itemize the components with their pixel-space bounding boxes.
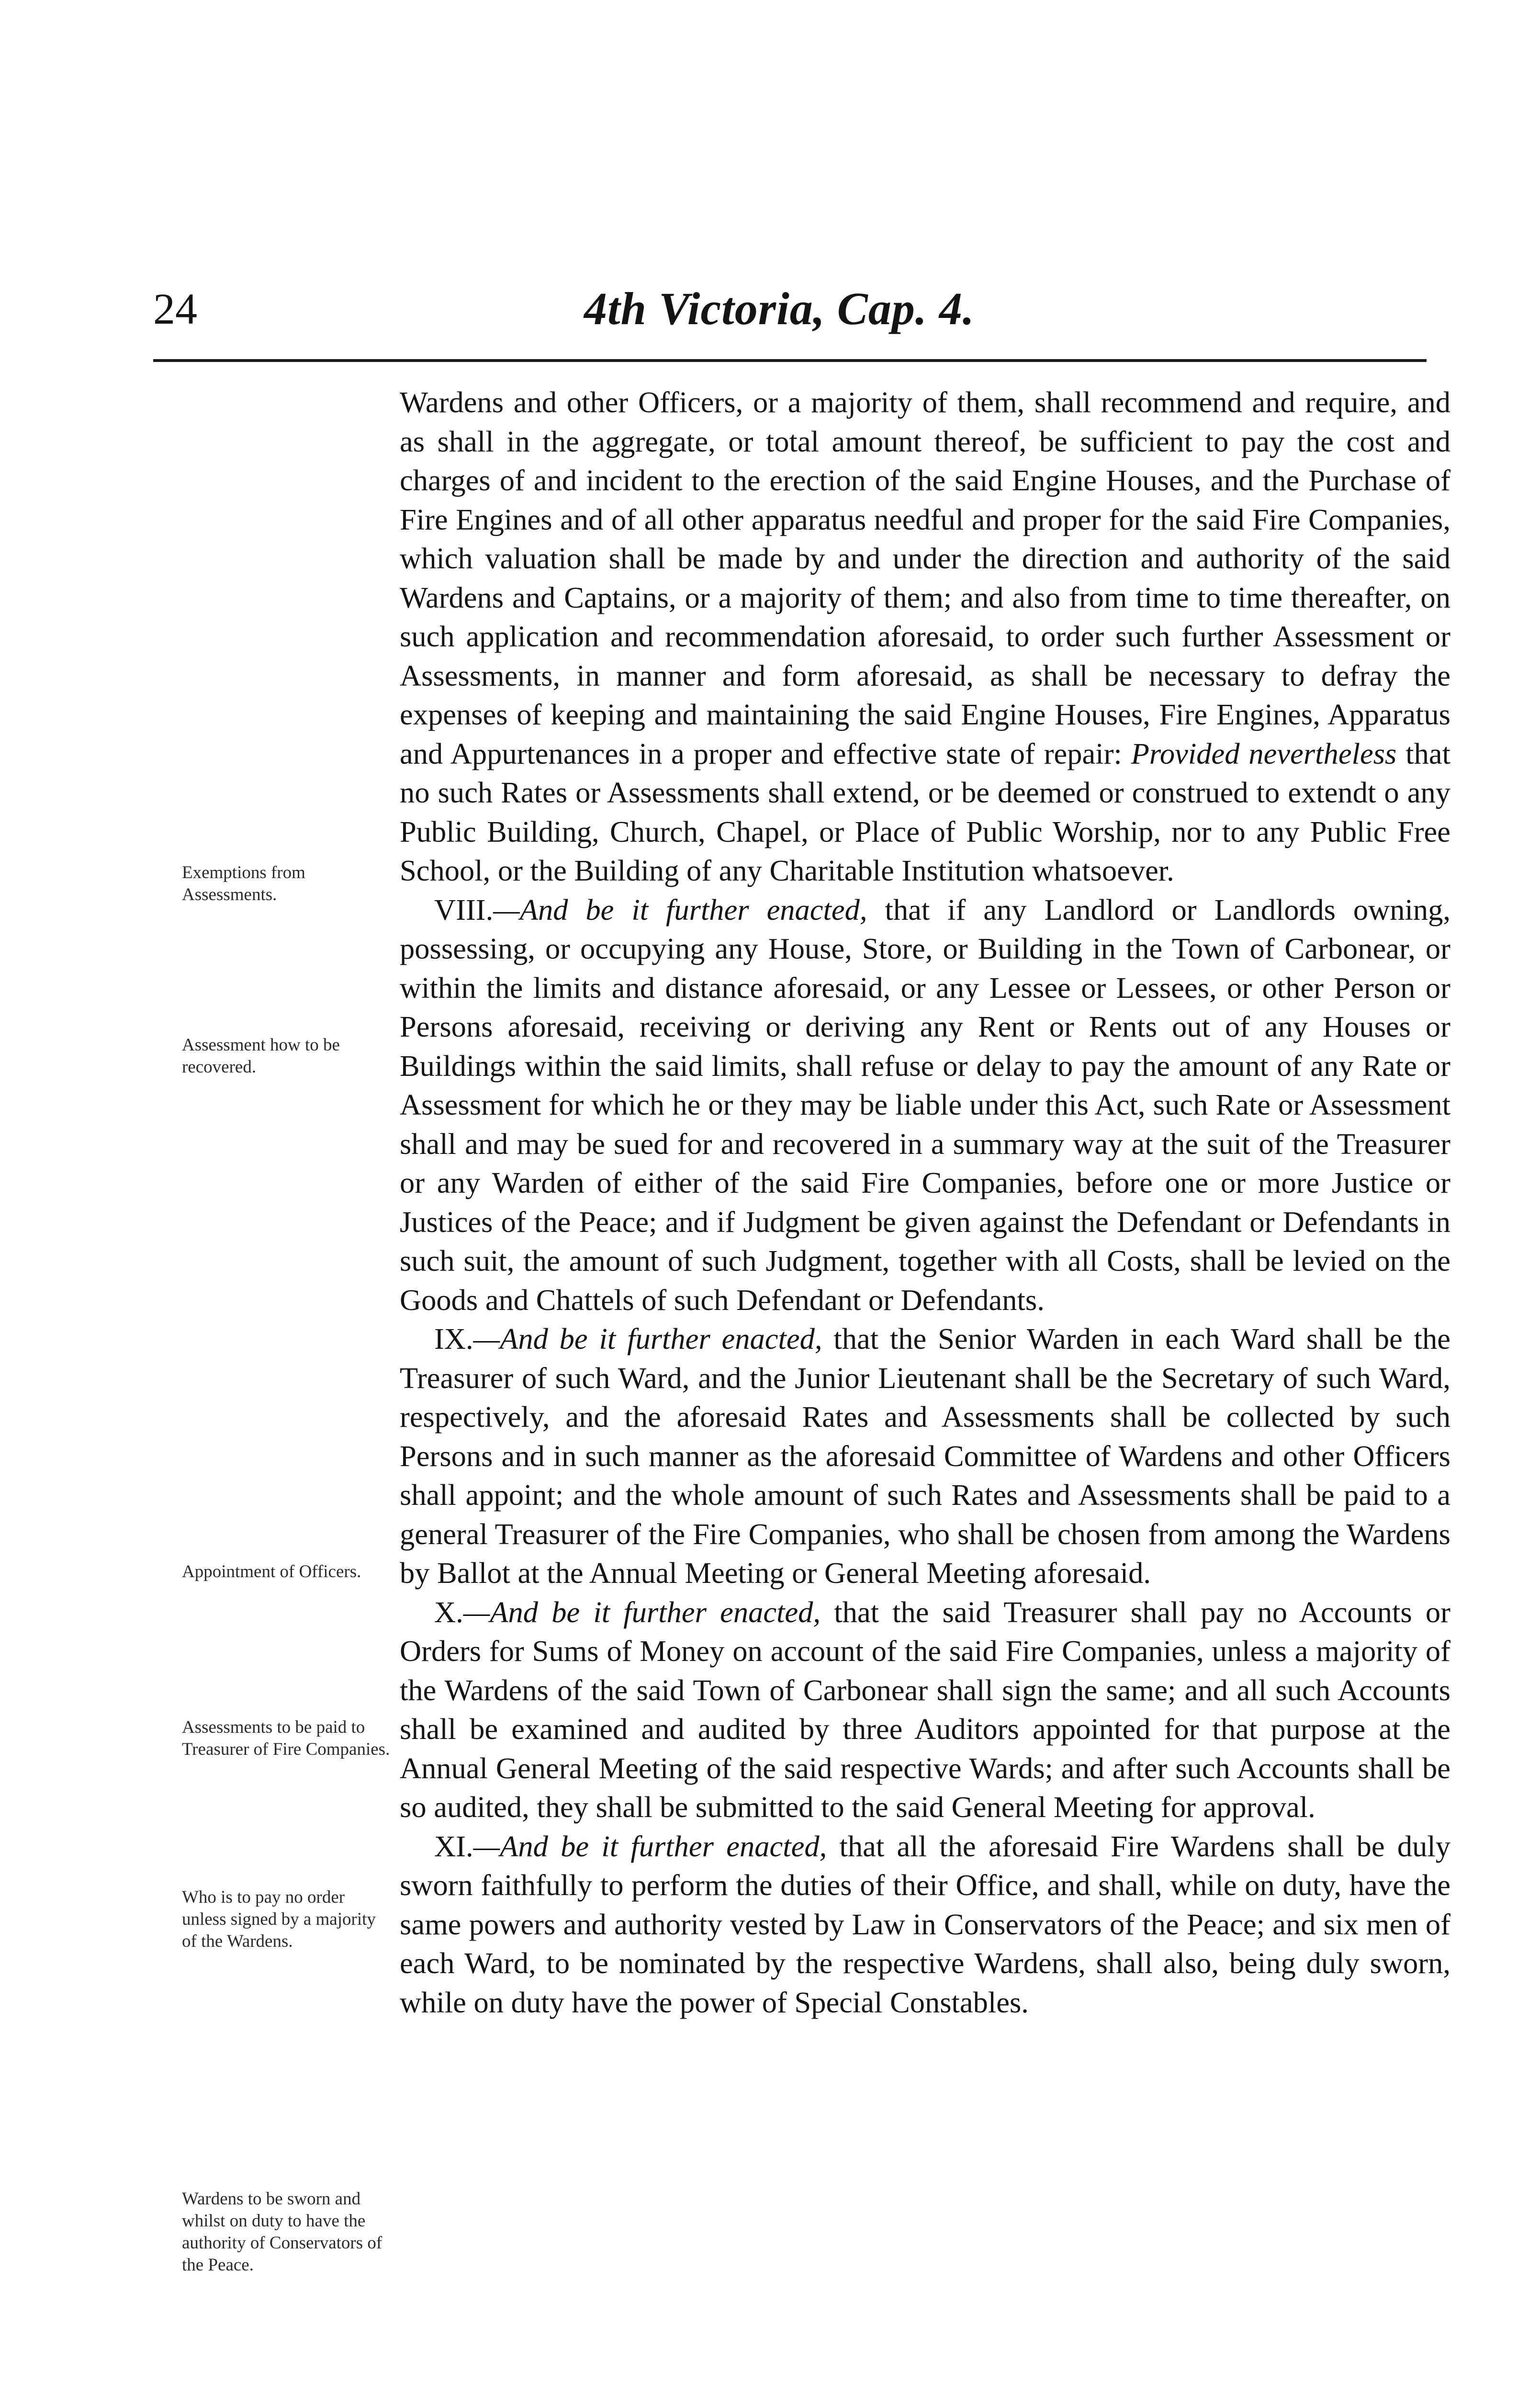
page-number: 24	[153, 284, 197, 333]
section-number: VIII.	[434, 892, 494, 926]
section-viii	[400, 891, 1450, 1320]
enacting-clause: —And be it further enacted,	[493, 892, 867, 926]
section-text: that if any Landlord or Landlords owning, possessing, or occupying any House, Store, or Building in the Town of Carbonear, or within the limits and distance aforesaid, or any Lessee or Lessees, or other Person or Persons aforesaid, receiving or deriving any Rent or Rents out of any Houses or Buildings within the said limits, shall refuse or delay to pay the amount of any Rate or Assessment for which he or they may be liable under this Act, such Rate or Assessment shall and may be sued for and recovered in a summary way at the suit of the Treasurer or any Warden of either of the said Fire Companies, before one or more Justice or Justices of the Peace; and if Judgment be given against the Defendant or Defendants in such suit, the amount of such Judgment, together with all Costs, shall be levied on the Goods and Chattels of such Defendant or Defendants.	[400, 892, 1451, 1317]
section-text: that the Senior Warden in each Ward shall be the Treasurer of such Ward, and the Junior Lieutenant shall be the Secretary of such Ward, respectively, and the aforesaid Rates and Assessments shall be collected by such Persons and in such manner as the aforesaid Committee of Wardens and other Officers shall appoint; and the whole amount of such Rates and Assessments shall be paid to a general Treasurer of the Fire Companies, who shall be chosen from among the Wardens by Ballot at the Annual Meeting or General Meeting aforesaid.	[400, 1322, 1451, 1590]
page-header	[153, 282, 1427, 335]
margin-note-exemptions: Exemptions from Assessments.	[182, 863, 305, 904]
proviso-phrase: Provided nevertheless	[1131, 736, 1397, 770]
section-ix	[400, 1320, 1450, 1593]
margin-note-recovery: Assessment how to be recovered.	[182, 1035, 340, 1077]
header-rule	[153, 359, 1427, 362]
margin-note-who-to-pay: Who is to pay no order unless signed by a majority of the Wardens.	[182, 1887, 376, 1951]
margin-note-appointment: Appointment of Officers.	[182, 1562, 361, 1581]
running-title: 4th Victoria, Cap. 4.	[584, 283, 975, 334]
section-xi	[400, 1827, 1450, 2022]
section-number: IX.	[434, 1322, 473, 1355]
enacting-clause: —And be it further enacted,	[463, 1595, 821, 1629]
margin-note-assessments-paid: Assessments to be paid to Treasurer of Fire Companies.	[182, 1717, 390, 1759]
enacting-clause: —And be it further enacted,	[473, 1322, 822, 1355]
section-number: X.	[434, 1595, 463, 1629]
section-x	[400, 1593, 1450, 1827]
enacting-clause: —And be it further enacted,	[473, 1829, 827, 1863]
section-text: that the said Treasurer shall pay no Accounts or Orders for Sums of Money on account of the said Fire Companies, unless a majority of the Wardens of the said Town of Carbonear shall sign the same; and all such Accounts shall be examined and audited by three Auditors appointed for that purpose at the Annual General Meeting of the said respective Wards; and after such Accounts shall be so audited, they shall be submitted to the said General Meeting for approval.	[400, 1595, 1450, 1824]
margin-note-wardens-sworn: Wardens to be sworn and whilst on duty to have the authority of Conservators of the Peace.	[182, 2189, 382, 2275]
section-text: that all the aforesaid Fire Wardens shall be duly sworn faithfully to perform the duties of their Office, and shall, while on duty, have the same powers and authority vested by Law in Conservators of the Peace; and six men of each Ward, to be nominated by the respective Wardens, shall also, being duly sworn, while on duty have the power of Special Constables.	[400, 1829, 1451, 2019]
paragraph-text: Wardens and other Officers, or a majority of them, shall recommend and require, and as shall in the aggregate, or total amount thereof, be sufficient to pay the cost and charges of and incident to the erection of the said Engine Houses, and the Purchase of Fire Engines and of all other apparatus needful and proper for the said Fire Companies, which valuation shall be made by and under the direction and authority of the said Wardens and Captains, or a majority of them; and also from time to time thereafter, on such application and recommendation aforesaid, to order such further Assessment or Assessments, in manner and form aforesaid, as shall be necessary to defray the expenses of keeping and maintaining the said Engine Houses, Fire Engines, Apparatus and Appurtenances in a proper and effective state of repair:	[400, 385, 1450, 770]
statute-text	[400, 383, 1450, 2022]
section-number: XI.	[434, 1829, 473, 1863]
paragraph-text: that no such Rates or Assessments shall extend, or be deemed or construed to extendt o any Public Building, Church, Chapel, or Place of Public Worship, nor to any Public Free School, or the Building of any Charitable Institution whatsoever.	[400, 736, 1451, 887]
continued-paragraph	[400, 383, 1450, 891]
